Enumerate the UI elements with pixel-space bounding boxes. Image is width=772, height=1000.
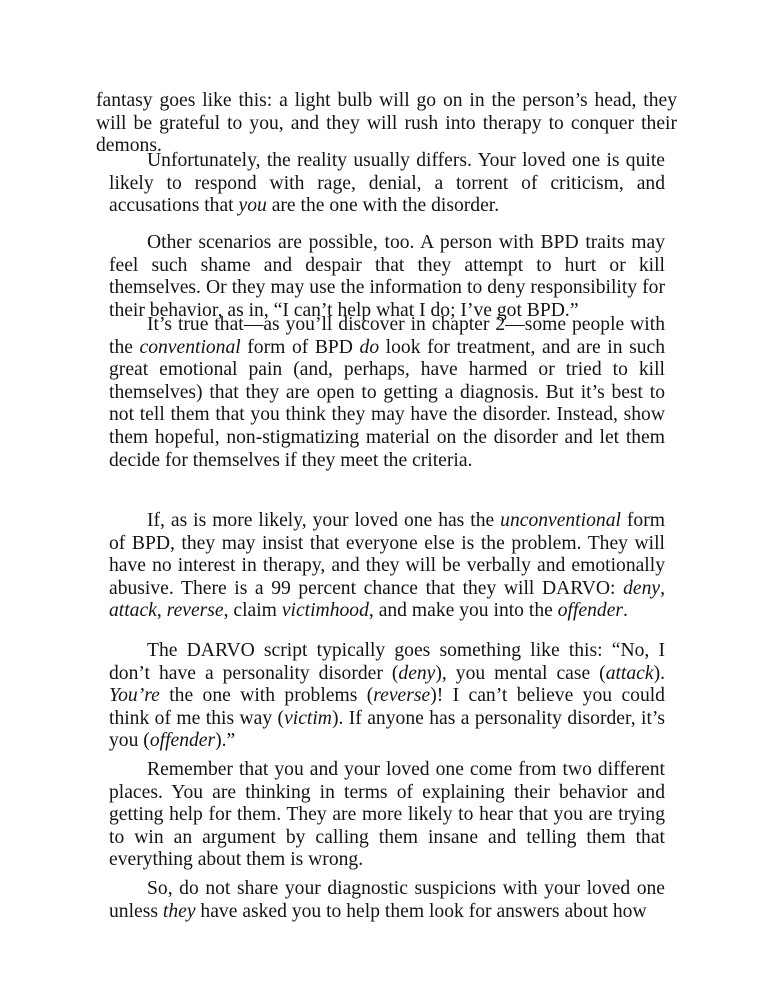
text-run: form of BPD, they may insist that everyone else is the problem. They will have no interest in therapy, and they will be verbally and emotionally abusive. There is a 99 percent chance that they will DARVO: — [109, 510, 665, 599]
text-run: Remember that you and your loved one come from two different places. You are thinking in terms of explaining their behavior and getting help for them. They are more likely to hear that you are trying to win an argument by calling them insane and telling them that everything about them is wrong. — [109, 759, 665, 871]
text-run: It’s true that—as you’ll discover in chapter 2—some people with the — [109, 314, 665, 358]
italic-text: reverse — [166, 600, 224, 622]
text-run: , — [660, 577, 665, 599]
text-run: Unfortunately, the reality usually differs. Your loved one is quite likely to respond with rage, denial, a torrent of criticism, and accusations that — [109, 150, 665, 217]
text-run: have asked you to help them look for answers about how — [195, 900, 647, 922]
italic-text: deny — [398, 662, 436, 684]
italic-text: victimhood — [281, 600, 369, 622]
text-run: ). If anyone has a personality disorder, it’s you ( — [109, 707, 665, 752]
paragraph-6 — [109, 640, 665, 753]
paragraph-1 — [96, 90, 677, 158]
text-run: are the one with the disorder. — [266, 195, 500, 217]
text-run: Other scenarios are possible, too. A person with BPD traits may feel such shame and despair that they attempt to hurt or kill themselves. Or they may use the information to deny responsibility for their behavior, as in, “I can’t help what I do; I’ve got BPD.” — [109, 232, 665, 321]
paragraph-5 — [109, 510, 665, 623]
text-run: So, do not share your diagnostic suspicions with your loved one unless — [109, 878, 665, 922]
text-run: If, as is more likely, your loved one has the — [147, 510, 501, 531]
italic-text: you — [238, 195, 267, 217]
italic-text: offender — [557, 600, 624, 622]
text-run: ). — [653, 662, 665, 684]
italic-text: they — [162, 900, 196, 922]
text-run: fantasy goes like this: a light bulb will go on in the person’s head, they will be grateful to you, and they will rush into therapy to conquer their demons. — [96, 90, 677, 157]
italic-text: do — [359, 336, 380, 358]
italic-text: victim — [284, 707, 332, 729]
italic-text: attack — [109, 600, 157, 622]
paragraph-4 — [109, 314, 665, 472]
paragraph-8 — [109, 878, 665, 923]
paragraph-2 — [109, 150, 665, 218]
text-run: , claim — [223, 600, 282, 622]
italic-text: attack — [605, 662, 654, 684]
text-run: . — [623, 600, 628, 622]
text-run: )! I can’t believe you could think of me this way ( — [109, 685, 665, 729]
text-run: the one with problems ( — [159, 685, 374, 707]
italic-text: You’re — [109, 685, 160, 707]
italic-text: offender — [149, 730, 216, 752]
text-run: , and make you into the — [368, 600, 558, 622]
text-run: form of BPD — [240, 336, 360, 358]
italic-text: deny — [623, 577, 661, 599]
text-run: look for treatment, and are in such great emotional pain (and, perhaps, have harmed or tried to kill themselves) that they are open to getting a diagnosis. But it’s best to not tell them that you think they may have the disorder. Instead, show them hopeful, non-stigmatizing material on the disorder and let them decide for themselves if they meet the criteria. — [109, 336, 666, 471]
italic-text: reverse — [373, 685, 431, 707]
italic-text: conventional — [139, 336, 241, 358]
text-run: ).” — [215, 730, 236, 752]
paragraph-3 — [109, 232, 665, 322]
text-run: ), you mental case ( — [435, 662, 606, 684]
paragraph-7 — [109, 759, 665, 872]
text-run: The DARVO script typically goes something like this: “No, I don’t have a personality disorder ( — [109, 640, 665, 684]
italic-text: unconventional — [500, 510, 621, 531]
text-run: , — [156, 600, 167, 622]
